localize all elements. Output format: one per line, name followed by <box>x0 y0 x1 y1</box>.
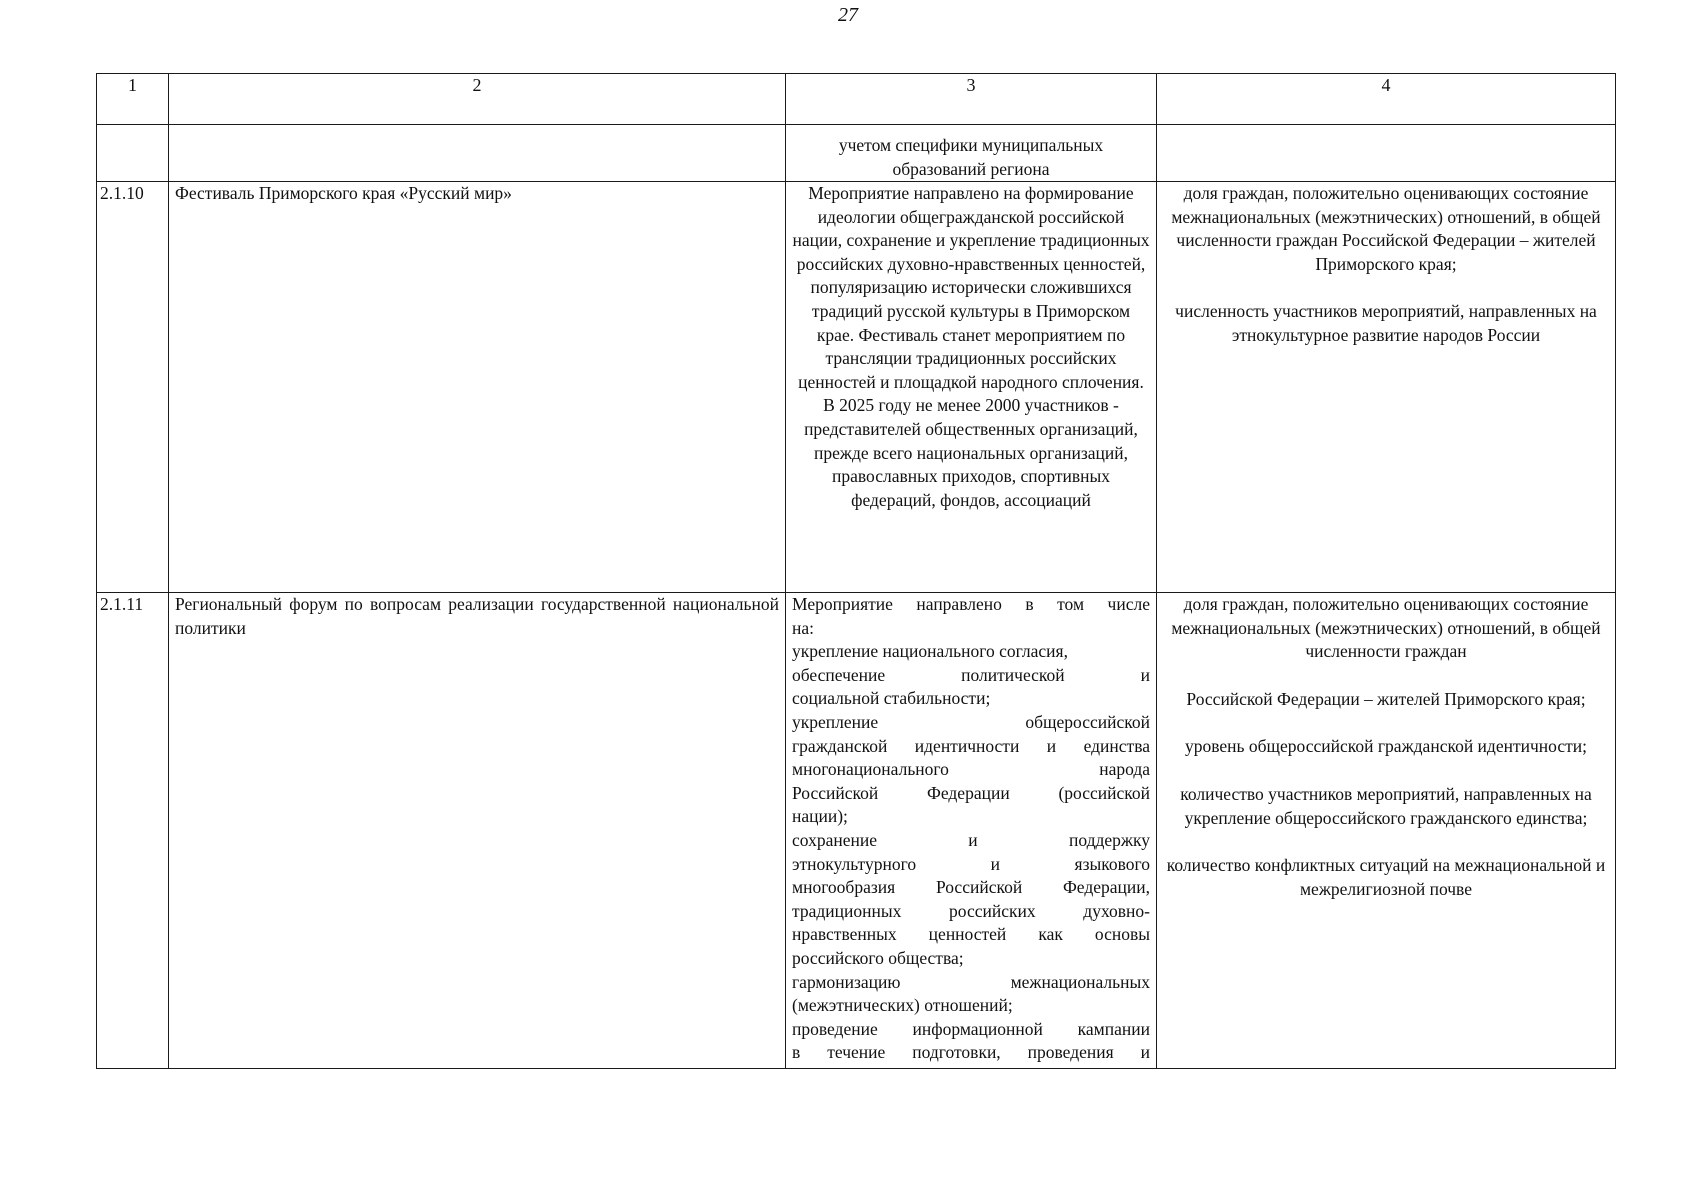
description-line: нации); <box>792 806 848 827</box>
page-number: 27 <box>838 4 858 26</box>
indicator-text: уровень общероссийской гражданской идентичности; <box>1185 736 1587 757</box>
description-line: гармонизацию межнациональных <box>792 971 1150 992</box>
description-line: гражданской идентичности и единства <box>792 735 1150 756</box>
activity-description <box>786 593 1157 1069</box>
cell-empty <box>169 125 786 182</box>
header-col-4: 4 <box>1157 74 1616 125</box>
row-number: 2.1.10 <box>97 182 169 593</box>
indicator-text: количество участников мероприятий, направленных на укрепление общероссийского гражданского единства; <box>1180 783 1592 828</box>
description-line: российского общества; <box>792 947 964 968</box>
description-line: Мероприятие направлено в том числе <box>792 594 1150 614</box>
activity-description: Мероприятие направлено на формирование идеологии общегражданской российской нации, сохранение и укрепление традиционных российских духовно-нравственных ценностей, популяризацию исторически сложившихся традиций русской культуры в Приморском крае. Фестиваль станет мероприятием по трансляции традиционных российских ценностей и площадкой народного сплочения. В 2025 году не менее 2000 участников - представителей общественных организаций, прежде всего национальных организаций, православных приходов, спортивных федераций, фондов, ассоциаций <box>786 182 1157 593</box>
description-line: сохранение и поддержку <box>792 829 1150 850</box>
header-col-3: 3 <box>786 74 1157 125</box>
indicator-text: доля граждан, положительно оценивающих состояние межнациональных (межэтнических) отношений, в общей численности граждан <box>1171 594 1601 662</box>
indicator-text: доля граждан, положительно оценивающих состояние межнациональных (межэтнических) отношений, в общей численности граждан Российской Федерации – жителей Приморского края; <box>1171 183 1601 274</box>
row-number: 2.1.11 <box>97 593 169 1069</box>
cell-empty <box>1157 125 1616 182</box>
description-line: укрепление национального согласия, <box>792 641 1068 662</box>
description-line: обеспечение политической и <box>792 664 1150 685</box>
header-col-2: 2 <box>169 74 786 125</box>
description-line: проведение информационной кампании <box>792 1018 1150 1039</box>
cell-continuation-text <box>786 125 1157 182</box>
header-col-1: 1 <box>97 74 169 125</box>
description-line: укрепление общероссийской <box>792 711 1150 732</box>
description-line: социальной стабильности; <box>792 688 991 709</box>
cell-empty <box>97 125 169 182</box>
description-line: этнокультурного и языкового <box>792 853 1150 874</box>
description-line: на: <box>792 617 814 638</box>
description-line: нравственных ценностей как основы <box>792 924 1150 945</box>
description-line: в течение подготовки, проведения и <box>792 1042 1150 1063</box>
indicator-text: Российской Федерации – жителей Приморского края; <box>1186 688 1586 709</box>
description-line: традиционных российских духовно- <box>792 900 1150 921</box>
description-line: многообразия Российской Федерации, <box>792 877 1150 898</box>
activity-name: Фестиваль Приморского края «Русский мир» <box>169 182 786 593</box>
document-table <box>96 73 1616 1069</box>
activity-name: Региональный форум по вопросам реализации государственной национальной политики <box>169 593 786 1069</box>
indicators-cell <box>1157 593 1616 1069</box>
table-header-row <box>97 74 1616 125</box>
indicator-text: количество конфликтных ситуаций на межнациональной и межрелигиозной почве <box>1166 855 1606 899</box>
indicator-text: численность участников мероприятий, направленных на этнокультурное развитие народов России <box>1175 301 1597 345</box>
continuation-text: учетом специфики муниципальных образований региона <box>838 135 1104 179</box>
description-line: многонационального народа <box>792 759 1150 780</box>
table-row <box>97 593 1616 1069</box>
description-line: (межэтнических) отношений; <box>792 995 1013 1016</box>
description-line: Российской Федерации (российской <box>792 782 1150 803</box>
table-row <box>97 182 1616 593</box>
table-row-continuation <box>97 125 1616 182</box>
indicators-cell <box>1157 182 1616 593</box>
